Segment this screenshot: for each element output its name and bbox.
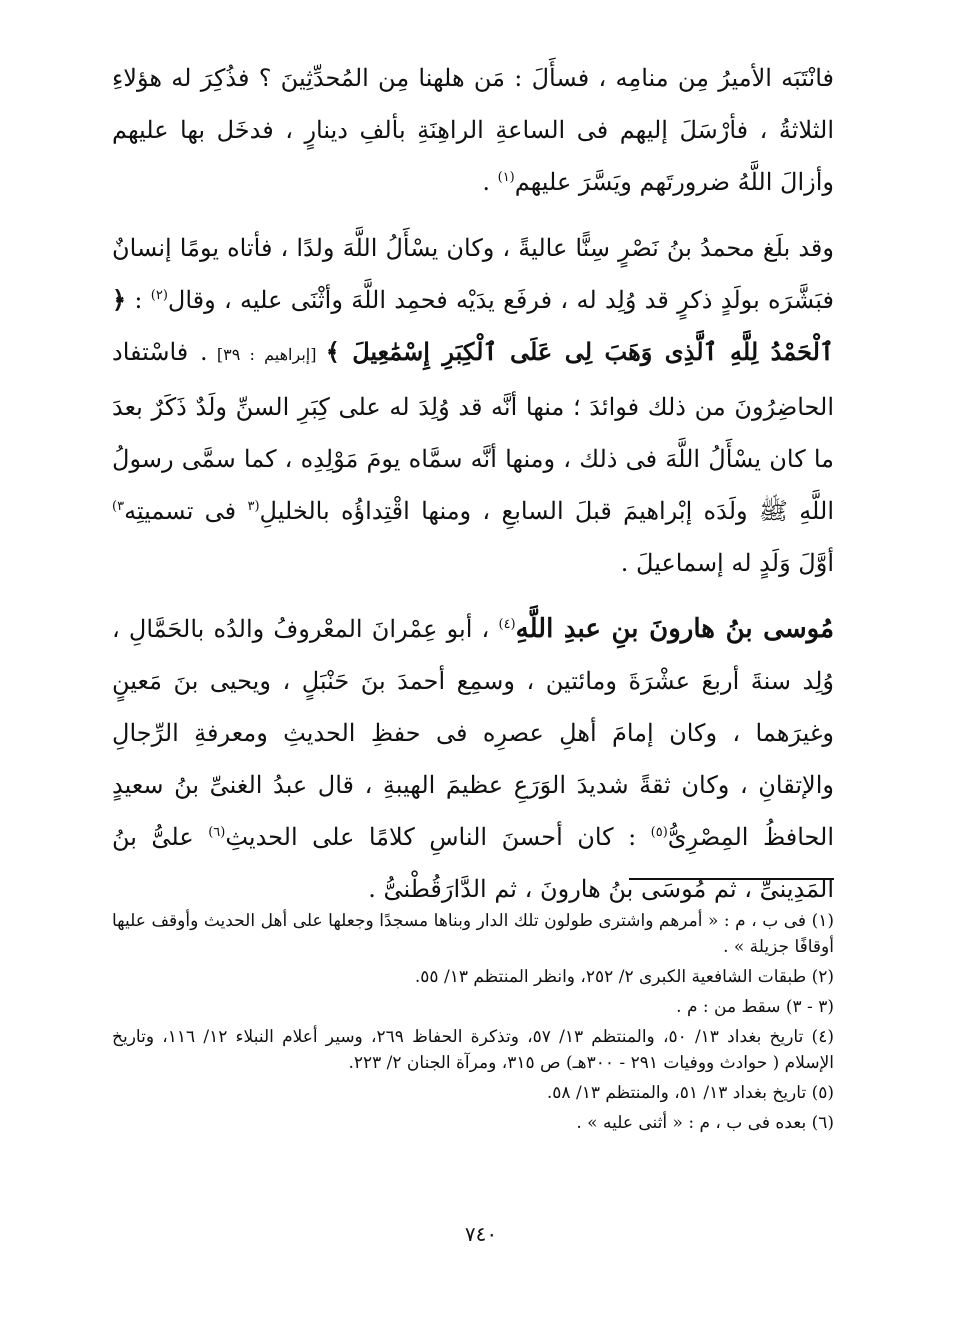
footnote-2: (٢) طبقات الشافعية الكبرى ٢/ ٢٥٢، وانظر المنتظم ١٣/ ٥٥. [414,967,834,987]
quran-verse: ﴿ ٱلْحَمْدُ لِلَّهِ ٱلَّذِى وَهَبَ لِى عَلَى ٱلْكِبَرِ إِسْمَٰعِيلَ ﴾ [112,285,834,366]
paragraph-1 [112,52,834,208]
footnote-marker[interactable]: ٣) [112,499,125,514]
biography-name: مُوسى بنُ هارونَ بنِ عبدِ اللَّهِ [515,614,835,644]
paragraph-text: وقد بلَغ محمدُ بنُ نَصْرٍ سِنًّا عاليةً ، وكان يسْأَلُ اللَّهَ ولدًا ، فأتاه يومًا إنسانٌ فبَشَّرَه بولَدٍ ذكرٍ قد وُلِد له ، فرفَع يدَيْه فحمِد اللَّهَ وأثْنَى عليه ، وقال [112,234,835,314]
paragraph-text: : [126,286,151,314]
footnote-marker[interactable]: (٥) [650,825,668,840]
paragraph-text: فانْتَبَه الأميرُ مِن منامِه ، فسأَلَ : مَن هلهنا مِن المُحدِّثِينَ ؟ فذُكِرَ له هؤلاءِ الثلاثةُ ، فأرْسَلَ إليهم فى الساعةِ الراهِنَةِ بألفِ دينارٍ ، فدخَل بها عليهم وأزالَ اللَّهُ ضرورتَهم ويَسَّرَ عليهم [112,64,834,196]
verse-citation: [إبراهيم : ٣٩] [207,345,326,364]
paragraph-2 [112,222,834,589]
footnote-marker[interactable]: (٦) [208,825,226,840]
footnote-marker[interactable]: (١) [497,170,515,185]
footnotes-section [112,908,834,1140]
footnote-3: (٣ - ٣) سقط من : م . [676,997,834,1017]
paragraph-text: : كان أحسنَ الناسِ كلامًا على الحديثِ [225,823,651,851]
footnote-6: (٦) بعده فى ب ، م : « أثنى عليه » . [576,1113,834,1133]
paragraph-text: ، أبو عِمْرانَ المعْروفُ والدُه بالحَمَّالِ ، وُلِد سنةَ أربعَ عشْرَةَ ومائتين ، وسمِع أحمدَ بنَ حَنْبَلٍ ، ويحيى بنَ مَعينٍ وغيرَهما ، وكان إمامَ أهلِ عصرِه فى حفظِ الحديثِ ومعرفةِ الرِّجالِ والإتقانِ ، وكان ثقةً شديدَ الوَرَعِ عظيمَ الهيبةِ ، قال عبدُ الغنىِّ بنُ سعيدٍ الحافظُ المِصْرِىُّ [112,615,834,851]
paragraph-text: . فاسْتفاد الحاضِرُونَ من ذلك فوائدَ ؛ منها أنَّه قد وُلِدَ له على كِبَرِ السنِّ ولَدٌ ذَكَرٌ بعدَ ما كان يسْأَلُ اللَّهَ فى ذلك ، ومنها أنَّه سمَّاه يومَ مَوْلِدِه ، كما سمَّى رسولُ اللَّهِ ﷺ ولَدَه إبْراهيمَ قبلَ السابعِ ، ومنها اقْتِداؤُه بالخليلِ [112,338,834,525]
paragraph-text: علىُّ بنُ المَدِينىِّ ، ثم مُوسَى بنُ هارونَ ، ثم الدَّارَقُطْنىُّ . [112,823,834,903]
footnote-4: (٤) تاريخ بغداد ١٣/ ٥٠، والمنتظم ١٣/ ٥٧، وتذكرة الحفاظ ٢٦٩، وسير أعلام النبلاء ١٢/ ١١٦، وتاريخ الإسلام ( حوادث ووفيات ٢٩١ - ٣٠٠هـ) ص ٣١٥، ومرآة الجنان ٢/ ٢٢٣. [112,1027,834,1073]
footnote-marker[interactable]: (٤) [498,617,516,632]
paragraph-text: أوَّلَ وَلَدٍ له إسماعيلَ . [620,549,834,577]
footnote-marker[interactable]: (٢) [150,288,168,303]
footnote-5: (٥) تاريخ بغداد ١٣/ ٥١، والمنتظم ١٣/ ٥٨. [546,1083,834,1103]
paragraph-text: فى تسميتِه [124,497,248,525]
paragraph-3 [112,603,834,915]
footnote-1: (١) فى ب ، م : « أمرهم واشترى طولون تلك الدار وبناها مسجدًا وجعلها على أهل الحديث وأوقف عليها أوقافًا جزيلة » . [112,911,834,957]
footnote-marker[interactable]: (٣ [247,499,260,514]
paragraph-text: . [482,168,498,196]
page-number: ٧٤٠ [464,1222,498,1246]
footnote-divider [629,878,834,880]
